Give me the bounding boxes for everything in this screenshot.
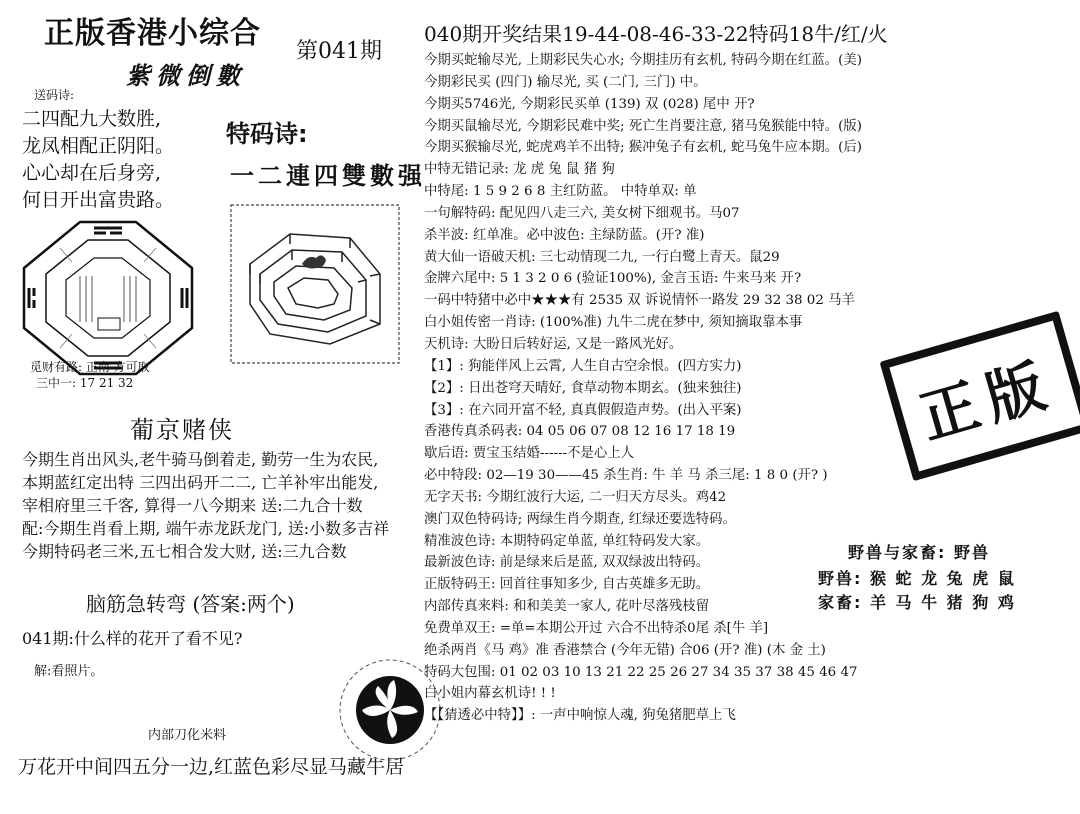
bagua-caption: 觅财有路: 正南 方可取 [30, 360, 150, 374]
casino-hero-paragraph [22, 448, 389, 563]
prediction-line: 特码大包围: 01 02 03 10 13 21 22 25 26 27 34 35 37 38 45 46 47 [424, 664, 858, 680]
brain-teaser-question: 041期:什么样的花开了看不见? [22, 629, 243, 648]
section-title-casino-hero: 葡京赌侠 [130, 416, 234, 444]
prediction-line: 绝杀两肖《马 鸡》准 香港禁合 (今年无错) 合06 (开? 准) (木 金 土) [424, 642, 826, 658]
zoo-wild: 野兽: 猴 蛇 龙 兔 虎 鼠 [818, 569, 1016, 588]
maze-illustration [230, 204, 400, 364]
prediction-line: 【1】: 狗能伴风上云霄, 人生自古空余恨。(四方实力) [424, 358, 742, 374]
prediction-line: 必中特段: 02—19 30——45 杀生肖: 牛 羊 马 杀三尾: 1 8 0 (开? ) [424, 468, 828, 484]
prediction-line: 一句解特码: 配见四八走三六, 美女树下细观书。马07 [424, 205, 740, 221]
prediction-line: 中特无错记录: 龙 虎 兔 鼠 猪 狗 [424, 162, 615, 178]
prediction-line: 【【猜透必中特】】: 一声中响惊人魂, 狗兔猪肥草上飞 [424, 708, 736, 724]
bottom-poem-line: 万花开中间四五分一边,红蓝色彩尽显马藏牛居 [18, 756, 405, 778]
prediction-line: 今期买猴输尽光, 蛇虎鸡羊不出特; 猴冲兔子有玄机, 蛇马兔牛应本期。(后) [424, 140, 862, 156]
authentic-stamp [880, 311, 1080, 481]
prediction-line: 歇后语: 贾宝玉结婚------不是心上人 [424, 446, 634, 462]
prediction-line: 精准波色诗: 本期特码定单蓝, 单红特码发大家。 [424, 533, 710, 549]
brain-teaser-title: 脑筋急转弯 (答案:两个) [86, 592, 295, 616]
send-code-poem [22, 106, 174, 214]
inner-material-label: 内部刀化米料 [148, 728, 227, 743]
poem-line: 龙凤相配正阴阳。 [22, 135, 175, 157]
prediction-line: 【2】: 日出苍穹天晴好, 食草动物本期玄。(独来独往) [424, 380, 742, 396]
prediction-line: 澳门双色特码诗; 两绿生肖今期查, 红绿还要选特码。 [424, 511, 736, 527]
prediction-line: 中特尾: 1 5 9 2 6 8 主红防蓝。 中特单双: 单 [424, 184, 697, 200]
paragraph-line: 宰相府里三千客, 算得一八今期来 送:二九合十数 [22, 496, 363, 515]
special-code-poem-label: 特码诗: [226, 120, 308, 148]
poem-line: 二四配九大数胜, [22, 108, 162, 130]
zoo-domestic: 家畜: 羊 马 牛 猪 狗 鸡 [818, 593, 1016, 612]
prediction-line: 最新波色诗: 前是绿来后是蓝, 双双绿波出特码。 [424, 555, 710, 571]
prediction-line: 天机诗: 大盼日后转好运, 又是一路风光好。 [424, 336, 683, 352]
prediction-line: 白小姐内幕玄机诗! ! ! [424, 686, 556, 702]
bagua-diagram [20, 218, 196, 378]
prediction-line: 金牌六尾中: 5 1 3 2 0 6 (验证100%), 金言玉语: 牛来马来 开? [424, 271, 802, 287]
newspaper-title: 正版香港小综合 [44, 16, 261, 51]
stamp-text: 正版 [912, 349, 1063, 453]
paragraph-line: 今期生肖出风头,老牛骑马倒着走, 勤劳一生为农民, [22, 450, 379, 469]
special-code-poem-line: 一二連四雙數强 [230, 161, 426, 190]
prediction-line: 黄大仙一语破天机: 三七动情现二九, 一行白鹭上青天。鼠29 [424, 249, 780, 265]
prediction-line: 今期彩民买 (四门) 输尽光, 买 (二门, 三门) 中。 [424, 74, 707, 90]
prediction-line: 无字天书: 今期红波行大运, 二一归天方尽头。鸡42 [424, 489, 727, 505]
prediction-line: 正版特码王: 回首往事知多少, 自古英雄多无助。 [424, 577, 710, 593]
paragraph-line: 今期特码老三米,五七相合发大财, 送:三九合数 [22, 542, 347, 561]
prediction-line: 一码中特猪中必中★★★有 2535 双 诉说情怀一路发 29 32 38 02 马羊 [424, 293, 855, 309]
paragraph-line: 本期蓝红定出特 三四出码开二二, 亡羊补牢出能发, [22, 473, 379, 492]
poem-label: 送码诗: [34, 88, 75, 102]
poem-line: 何日开出富贵路。 [22, 189, 175, 211]
prediction-line: 【3】: 在六同开富不轻, 真真假假造声势。(出入平案) [424, 402, 742, 418]
bagua-numbers: 三中一: 17 21 32 [36, 376, 134, 390]
newspaper-subtitle: 紫微倒數 [126, 61, 246, 90]
prediction-line: 杀半波: 红单准。必中波色: 主绿防蓝。(开? 准) [424, 227, 705, 243]
prediction-lines [424, 50, 862, 727]
prediction-line: 免费单双王: =单=本期公开过 六合不出特杀0尾 杀[牛 羊] [424, 620, 769, 636]
prediction-line: 今期买鼠输尽光, 今期彩民难中奖; 死亡生肖要注意, 猪马兔猴能中特。(版) [424, 118, 862, 134]
prediction-line: 白小姐传密一肖诗: (100%准) 九牛二虎在梦中, 须知摘取靠本事 [424, 315, 803, 331]
paragraph-line: 配:今期生肖看上期, 端午赤龙跃龙门, 送:小数多吉祥 [22, 519, 390, 538]
prediction-line: 内部传真来料: 和和美美一家人, 花叶尽落残枝留 [424, 599, 710, 615]
result-line: 040期开奖结果19-44-08-46-33-22特码18牛/红/火 [424, 22, 888, 46]
prediction-line: 香港传真杀码表: 04 05 06 07 08 12 16 17 18 19 [424, 424, 736, 440]
brain-teaser-answer: 解:看照片。 [34, 664, 104, 679]
poem-line: 心心却在后身旁, [22, 162, 162, 184]
prediction-line: 今期买蛇输尽光, 上期彩民失心水; 今期挂历有玄机, 特码今期在红蓝。(美) [424, 53, 862, 68]
zoo-title: 野兽与家畜: 野兽 [848, 543, 990, 562]
prediction-line: 今期买5746光, 今期彩民买单 (139) 双 (028) 尾中 开? [424, 96, 755, 112]
issue-number: 第041期 [296, 39, 382, 64]
